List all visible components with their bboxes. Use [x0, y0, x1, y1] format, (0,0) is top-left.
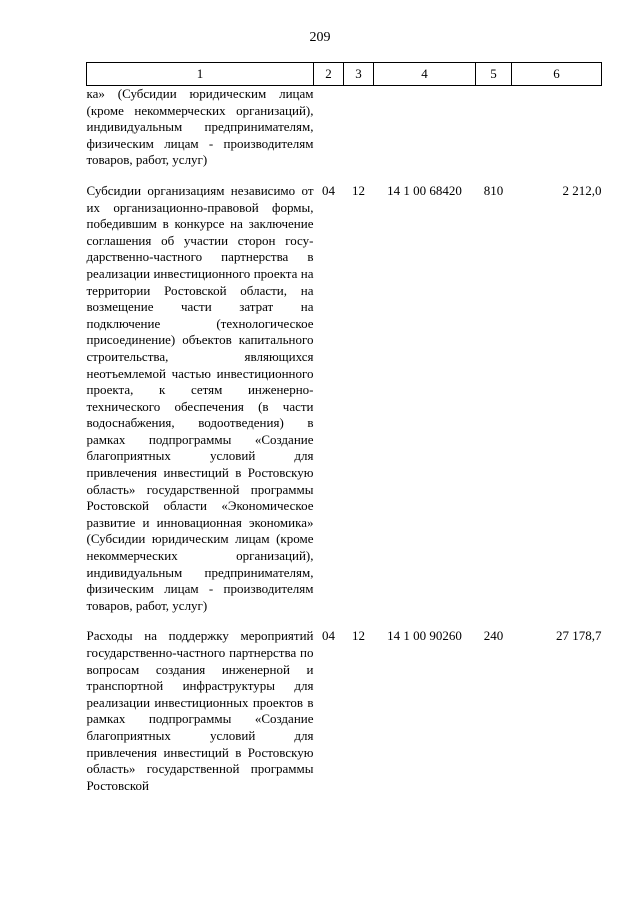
table-row [87, 183, 602, 614]
row-description: ка» (Субсидии юридическим лицам (кроме некоммерческих организаций), индивидуальным предпринимателям, физическим лицам - производителям товаров, работ, услуг) [86, 86, 314, 168]
row-section [314, 86, 344, 169]
header-col-5: 5 [476, 63, 512, 86]
table-header-row [87, 63, 602, 86]
page-number: 209 [309, 30, 331, 45]
row-expense-type [476, 86, 512, 169]
row-subsection [344, 86, 374, 169]
row-amount: 27 178,7 [556, 628, 602, 644]
row-expense-type: 810 [483, 182, 504, 198]
table-row [87, 628, 602, 794]
header-col-3: 3 [344, 63, 374, 86]
row-section: 04 [322, 628, 335, 644]
row-target-article [374, 86, 476, 169]
row-subsection: 12 [352, 182, 365, 198]
header-col-1: 1 [87, 63, 314, 86]
header-col-6: 6 [512, 63, 602, 86]
row-expense-type: 240 [483, 628, 504, 644]
table-row [87, 86, 602, 169]
row-target-article: 14 1 00 90260 [387, 628, 462, 644]
header-col-2: 2 [314, 63, 344, 86]
row-amount: 2 212,0 [562, 182, 602, 198]
row-description: Субсидии организациям независимо от их организационно-правовой формы, победившим в конкурсе на заключение соглашения об участии сторон государственно-частного партнерства в реализации инвестиционного проекта на территории Ростовской области, на возмещение части затрат на подключение (технологическое присоединение) объектов капитального строительства, являющихся неотъемлемой частью инвестиционного проекта, к сетям инженерно-технического обеспечения (в части водоснабжения, водоотведения) в рамках подпрограммы «Создание благоприятных условий для привлечения инвестиций в Ростовскую область» государственной программы Ростовской области «Экономическое развитие и инновационная экономика» (Субсидии юридическим лицам (кроме некоммерческих организаций), индивидуальным предпринимателям, физическим лицам - производителям товаров, работ, услуг) [86, 182, 314, 613]
row-target-article: 14 1 00 68420 [387, 182, 462, 198]
row-amount [512, 86, 602, 169]
row-section: 04 [322, 182, 335, 198]
row-description: Расходы на поддержку мероприятий государственно-частного партнерства по вопросам создания инженерной и транспортной инфраструктуры для реализации инвестиционных проектов в рамках подпрограммы «Создание благоприятных условий для привлечения инвестиций в Ростовскую область» государственной программы Ростовской [86, 628, 314, 793]
row-subsection: 12 [352, 628, 365, 644]
header-col-4: 4 [374, 63, 476, 86]
budget-table [86, 62, 602, 794]
